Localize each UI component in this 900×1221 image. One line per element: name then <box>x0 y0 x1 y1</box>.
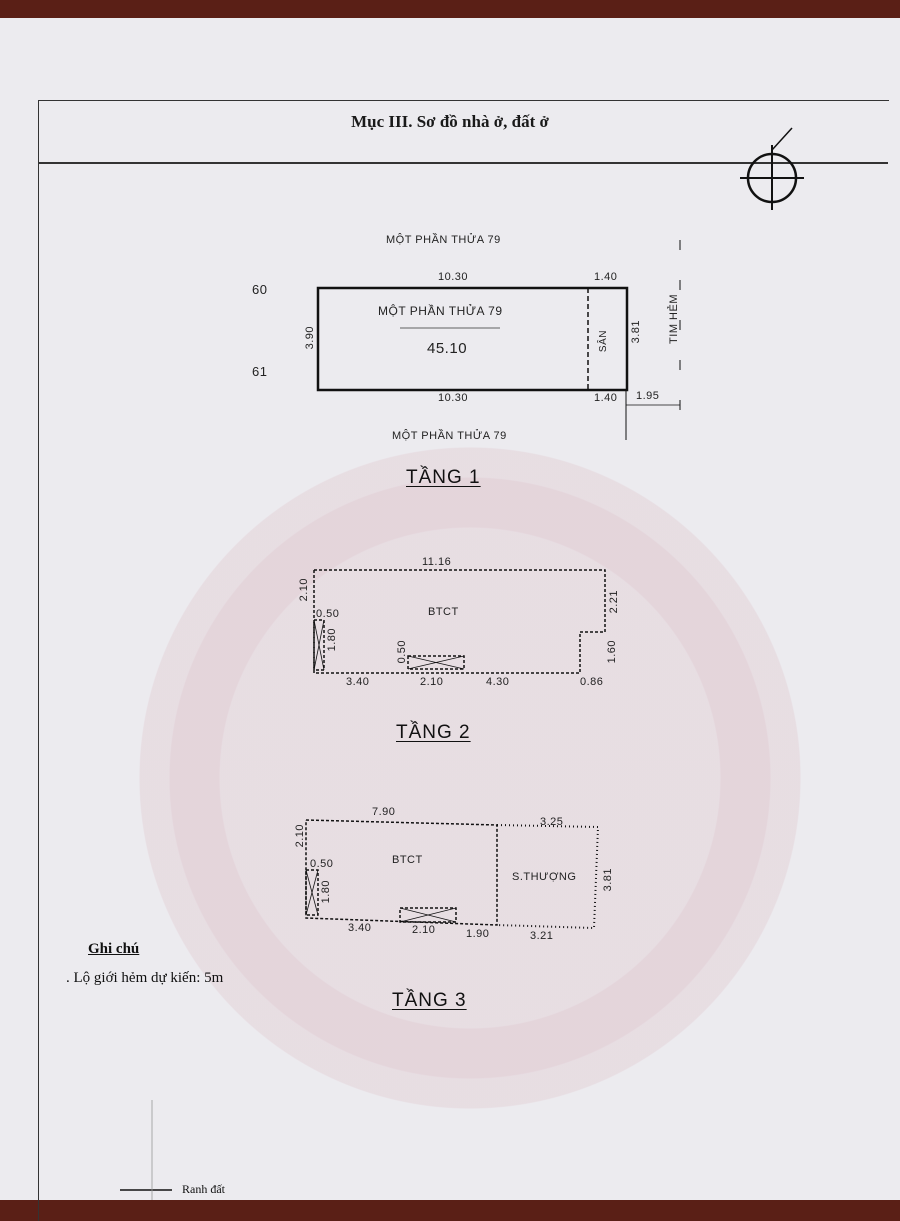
floor3-left-top-dim: 2.10 <box>294 824 306 848</box>
floor3-stair-width-dim: 0.50 <box>310 858 334 870</box>
floor2-stair-height-dim: 1.80 <box>326 628 338 652</box>
floor1-plan <box>318 240 680 440</box>
floor3-bottom-terrace-dim: 3.21 <box>530 930 554 942</box>
floor1-area: 45.10 <box>427 340 468 357</box>
side-left-top: 60 <box>252 282 268 297</box>
alley-center-label: TIM HẺM <box>668 294 680 344</box>
floor2-heading: TẦNG 2 <box>396 722 471 743</box>
neighbor-bottom-label: MỘT PHẦN THỬA 79 <box>392 430 507 442</box>
floor1-top-main-dim: 10.30 <box>438 271 469 283</box>
page-title: Mục III. Sơ đồ nhà ở, đất ở <box>351 112 549 131</box>
floor1-left-dim: 3.90 <box>304 326 316 350</box>
alley-offset-dim: 1.95 <box>636 390 660 402</box>
floor3-stair-height-dim: 1.80 <box>320 880 332 904</box>
notes-line: . Lộ giới hẻm dự kiến: 5m <box>66 970 224 986</box>
floor3-right-dim: 3.81 <box>602 868 614 892</box>
north-arrow-icon <box>740 128 804 210</box>
floor2-stair-width-dim: 0.50 <box>316 608 340 620</box>
floor2-bottom-mid-dim: 4.30 <box>486 676 510 688</box>
floor2-right-bottom-dim: 1.60 <box>606 640 618 664</box>
neighbor-top-label: MỘT PHẦN THỬA 79 <box>386 234 501 246</box>
floor2-void-width-dim: 2.10 <box>420 676 444 688</box>
floor3-top-terrace-dim: 3.25 <box>540 816 564 828</box>
floor2-top-dim: 11.16 <box>422 556 452 568</box>
floor3-bottom-left-dim: 3.40 <box>348 922 372 934</box>
side-left-bottom: 61 <box>252 364 268 379</box>
boundary-legend-label: Ranh đất <box>182 1182 225 1196</box>
floor3-top-dim: 7.90 <box>372 806 396 818</box>
floor1-bottom-main-dim: 10.30 <box>438 392 469 404</box>
floor1-top-yard-dim: 1.40 <box>594 271 618 283</box>
floor2-bottom-right-dim: 0.86 <box>580 676 604 688</box>
floor2-left-top-dim: 2.10 <box>298 578 310 602</box>
floor1-bottom-yard-dim: 1.40 <box>594 392 618 404</box>
notes-title: Ghi chú <box>88 941 140 957</box>
floor3-bottom-mid-dim: 1.90 <box>466 928 490 940</box>
floor2-material-label: BTCT <box>428 606 459 618</box>
floor3-terrace-label: S.THƯỢNG <box>512 871 577 883</box>
parcel-label: MỘT PHẦN THỬA 79 <box>378 304 503 318</box>
floor3-heading: TẦNG 3 <box>392 990 467 1011</box>
floor1-heading: TẦNG 1 <box>406 467 481 488</box>
floor2-plan <box>314 570 605 673</box>
floor2-right-top-dim: 2.21 <box>608 590 620 614</box>
floor2-void-height-dim: 0.50 <box>396 640 408 664</box>
floor2-bottom-left-dim: 3.40 <box>346 676 370 688</box>
floor1-right-dim: 3.81 <box>630 320 642 344</box>
yard-label: SÂN <box>598 330 609 353</box>
floor3-material-label: BTCT <box>392 854 423 866</box>
floor3-void-width-dim: 2.10 <box>412 924 436 936</box>
